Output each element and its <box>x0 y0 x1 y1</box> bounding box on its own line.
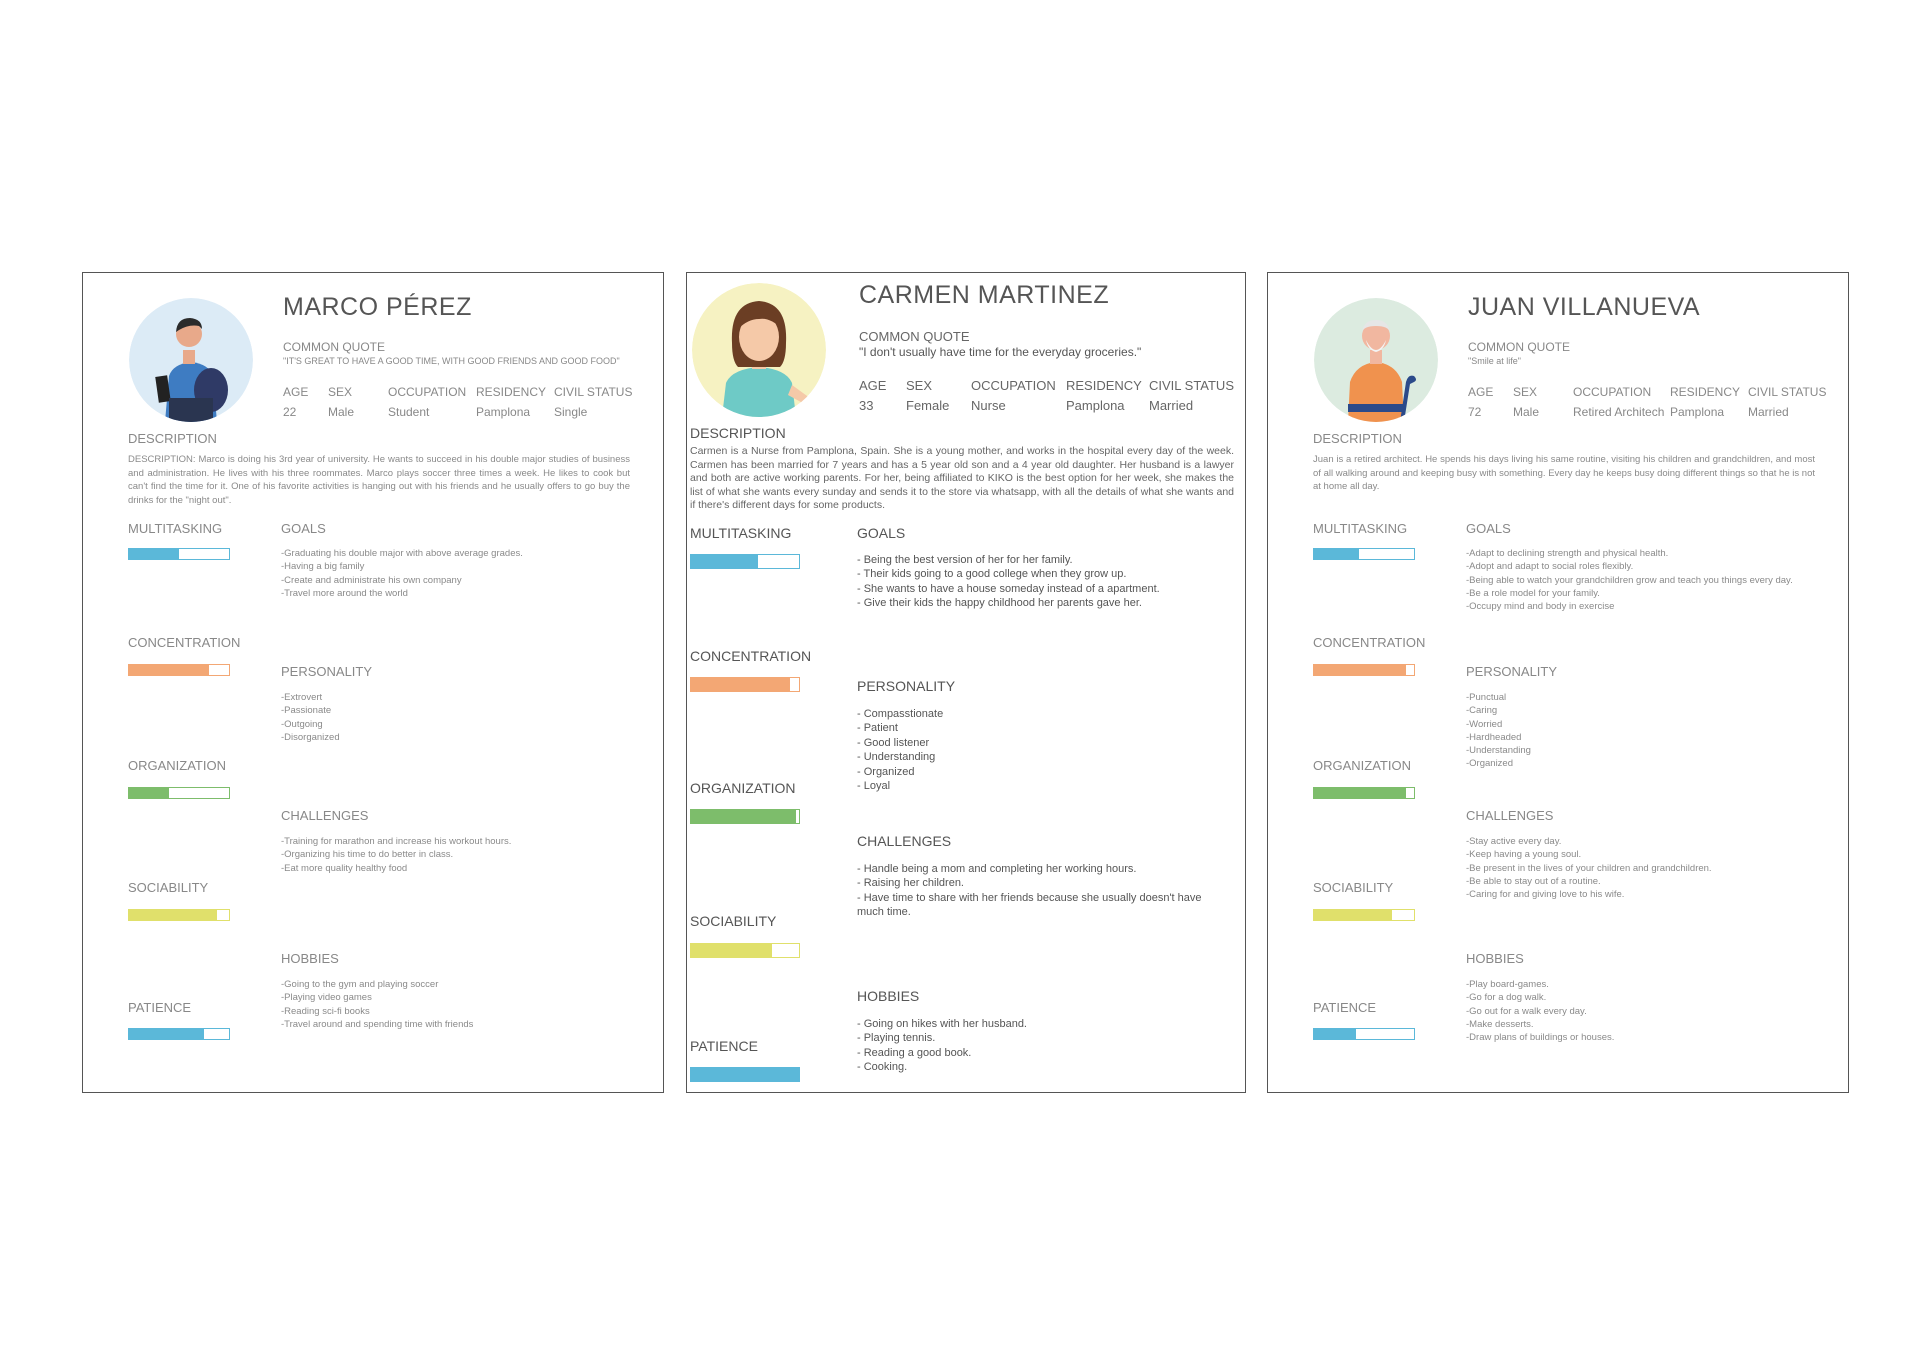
woman-nurse-icon <box>692 283 826 417</box>
personality-heading: PERSONALITY <box>281 664 373 679</box>
list-item: - Understanding <box>857 751 936 764</box>
personality-heading: PERSONALITY <box>857 678 956 694</box>
trait-bar-fill <box>129 1029 204 1039</box>
description-heading: DESCRIPTION <box>128 431 217 446</box>
trait-bar-fill <box>1314 910 1392 920</box>
trait-bar-fill <box>129 910 217 920</box>
list-item: - Reading a good book. <box>857 1046 972 1059</box>
description-text: Carmen is a Nurse from Pamplona, Spain. She is a young mother, and works in the hospital every day of the week. Carmen has been married for 7 years and has a 5 year old son and a 4 year old daughter. Her husband is a lawyer and both are active working parents. For her, being affiliated to KIKO is the best option for her week, she makes the list of what she wants every sunday and sends it to the store via whatsapp, with all the details of what she wants and if there's different days for some products. <box>690 445 1234 512</box>
trait-label: CONCENTRATION <box>128 635 241 650</box>
trait-bar-organization <box>128 787 230 799</box>
list-item: -Disorganized <box>281 731 340 743</box>
list-item: -Adopt and adapt to social roles flexibly. <box>1466 561 1634 573</box>
list-item: -Play board-games. <box>1466 979 1549 990</box>
list-item: -Extrovert <box>281 692 323 703</box>
persona-card-juan <box>1267 272 1849 1093</box>
trait-bar-multitasking <box>690 554 800 569</box>
fact-occupation: OCCUPATION Retired Architech <box>1573 385 1665 419</box>
trait-bar-fill <box>129 549 179 559</box>
trait-bar-organization <box>1313 787 1415 799</box>
student-with-backpack-icon <box>129 298 253 422</box>
quote-label: COMMON QUOTE <box>859 329 970 344</box>
list-item: - Their kids going to a good college when they grow up. <box>857 568 1127 581</box>
list-item: - Cooking. <box>857 1061 908 1074</box>
list-item: -Organizing his time to do better in class. <box>281 849 454 861</box>
list-item: - Handle being a mom and completing her working hours. <box>857 863 1137 875</box>
goals-heading: GOALS <box>281 521 326 536</box>
trait-label: SOCIABILITY <box>690 913 777 929</box>
description-text: DESCRIPTION: Marco is doing his 3rd year of university. He wants to succeed in his double major studies of business and administration. He lives with his three roommates. Marco plays soccer three times a week. He likes to cook but can't find the time for it. One of his favorite activities is hanging out with his friends and he usually offers to go buy the drinks for the "night out". <box>128 454 630 506</box>
list-item: - She wants to have a house someday instead of a apartment. <box>857 582 1160 595</box>
list-item: - Patient <box>857 722 898 735</box>
trait-bar-patience <box>1313 1028 1415 1040</box>
list-item: - Organized <box>857 765 915 778</box>
trait-label: ORGANIZATION <box>128 758 226 773</box>
trait-bar-fill <box>691 678 790 691</box>
trait-bar-multitasking <box>128 548 230 560</box>
description-heading: DESCRIPTION <box>1313 431 1402 446</box>
list-item: -Occupy mind and body in exercise <box>1466 601 1615 613</box>
list-item: - Playing tennis. <box>857 1032 936 1045</box>
list-item: - Raising her children. <box>857 877 964 890</box>
list-item: -Hardheaded <box>1466 731 1522 743</box>
personality-list <box>1466 691 1531 771</box>
hobbies-heading: HOBBIES <box>281 951 339 966</box>
list-item: -Create and administrate his own company <box>281 574 462 586</box>
goals-list <box>857 553 1160 611</box>
trait-bar-fill <box>1314 549 1359 559</box>
list-item: -Travel around and spending time with friends <box>281 1018 474 1030</box>
common-quote: "I don't usually have time for the everyday groceries." <box>859 345 1142 359</box>
list-item: -Organized <box>1466 758 1513 770</box>
persona-facts <box>283 385 634 419</box>
list-item: -Playing video games <box>281 992 372 1004</box>
list-item: - Have time to share with her friends because she usually doesn't have much time. <box>857 891 1202 919</box>
trait-label: MULTITASKING <box>128 521 223 536</box>
trait-bar-concentration <box>690 677 800 692</box>
list-item: -Outgoing <box>281 718 323 730</box>
fact-occupation: OCCUPATION Nurse <box>971 378 1056 413</box>
persona-facts <box>1468 385 1828 419</box>
fact-age: AGE 22 <box>283 385 309 419</box>
goals-heading: GOALS <box>1466 521 1511 536</box>
list-item: -Keep having a young soul. <box>1466 849 1582 861</box>
trait-bar-fill <box>1314 665 1406 675</box>
list-item: -Reading sci-fi books <box>281 1005 370 1017</box>
list-item: -Go for a dog walk. <box>1466 992 1547 1004</box>
persona-facts <box>859 378 1239 413</box>
fact-civil-status: CIVIL STATUS Single <box>554 385 633 419</box>
list-item: -Training for marathon and increase his workout hours. <box>281 836 512 847</box>
list-item: -Make desserts. <box>1466 1018 1534 1030</box>
trait-label: ORGANIZATION <box>690 780 796 796</box>
fact-residency: RESIDENCY Pamplona <box>1670 385 1741 419</box>
trait-bar-concentration <box>1313 664 1415 676</box>
persona-card-carmen <box>686 272 1246 1093</box>
common-quote: "IT'S GREAT TO HAVE A GOOD TIME, WITH GOOD FRIENDS AND GOOD FOOD" <box>283 356 620 366</box>
goals-list <box>281 547 523 600</box>
list-item: -Graduating his double major with above average grades. <box>281 548 523 559</box>
trait-bar-fill <box>129 788 169 798</box>
list-item: -Be able to stay out of a routine. <box>1466 875 1601 887</box>
trait-bar-fill <box>129 665 209 675</box>
fact-sex: SEX Male <box>328 385 355 419</box>
trait-bar-sociability <box>1313 909 1415 921</box>
fact-sex: SEX Female <box>906 378 950 413</box>
list-item: - Give their kids the happy childhood her parents gave her. <box>857 597 1142 610</box>
persona-card-marco <box>82 272 664 1093</box>
challenges-list <box>857 862 1227 920</box>
list-item: -Punctual <box>1466 692 1507 703</box>
trait-bar-fill <box>691 810 796 823</box>
trait-label: SOCIABILITY <box>1313 880 1394 895</box>
trait-bar-fill <box>691 944 772 957</box>
trait-label: PATIENCE <box>128 1000 192 1015</box>
challenges-list <box>281 835 511 875</box>
list-item: -Adapt to declining strength and physical health. <box>1466 548 1669 559</box>
fact-age: AGE 33 <box>859 378 887 413</box>
description-text: Juan is a retired architect. He spends his days living his same routine, visiting his children and grandchildren, and most of all walking around and keeping busy with something. Every day he keeps busy doing different things so that he is not at home all day. <box>1313 454 1815 492</box>
trait-bar-fill <box>1314 788 1406 798</box>
fact-civil-status: CIVIL STATUS Married <box>1748 385 1827 419</box>
list-item: -Having a big family <box>281 561 365 573</box>
trait-bar-sociability <box>690 943 800 958</box>
common-quote: "Smile at life" <box>1468 356 1521 366</box>
goals-heading: GOALS <box>857 525 906 541</box>
fact-occupation: OCCUPATION Student <box>388 385 467 419</box>
list-item: -Passionate <box>281 705 332 717</box>
trait-label: MULTITASKING <box>1313 521 1408 536</box>
list-item: -Being able to watch your grandchildren grow and teach you things every day. <box>1466 574 1793 586</box>
trait-label: PATIENCE <box>690 1038 758 1054</box>
fact-civil-status: CIVIL STATUS Married <box>1149 378 1234 413</box>
list-item: - Good listener <box>857 736 930 749</box>
hobbies-list <box>857 1017 1027 1075</box>
trait-bar-patience <box>690 1067 800 1082</box>
list-item: -Travel more around the world <box>281 587 408 599</box>
trait-label: PATIENCE <box>1313 1000 1377 1015</box>
list-item: -Going to the gym and playing soccer <box>281 979 439 990</box>
trait-label: SOCIABILITY <box>128 880 209 895</box>
trait-label: CONCENTRATION <box>690 648 812 664</box>
hobbies-list <box>1466 978 1614 1044</box>
goals-list <box>1466 547 1793 613</box>
trait-label: MULTITASKING <box>690 525 792 541</box>
challenges-list <box>1466 835 1712 901</box>
fact-age: AGE 72 <box>1468 385 1494 419</box>
trait-bar-organization <box>690 809 800 824</box>
personality-list <box>281 691 340 744</box>
list-item: - Loyal <box>857 780 891 793</box>
list-item: -Be present in the lives of your children and grandchildren. <box>1466 862 1712 874</box>
list-item: -Draw plans of buildings or houses. <box>1466 1032 1615 1044</box>
trait-bar-patience <box>128 1028 230 1040</box>
quote-label: COMMON QUOTE <box>283 340 385 354</box>
hobbies-heading: HOBBIES <box>1466 951 1524 966</box>
fact-residency: RESIDENCY Pamplona <box>476 385 547 419</box>
personality-list <box>857 707 943 793</box>
persona-name: MARCO PÉREZ <box>283 293 472 321</box>
hobbies-list <box>281 978 473 1031</box>
trait-bar-multitasking <box>1313 548 1415 560</box>
challenges-heading: CHALLENGES <box>281 808 369 823</box>
persona-name: CARMEN MARTINEZ <box>859 281 1110 309</box>
trait-bar-fill <box>691 555 758 568</box>
trait-bar-fill <box>691 1068 799 1081</box>
quote-label: COMMON QUOTE <box>1468 340 1570 354</box>
trait-label: ORGANIZATION <box>1313 758 1411 773</box>
list-item: -Stay active every day. <box>1466 836 1562 847</box>
persona-name: JUAN VILLANUEVA <box>1468 293 1701 321</box>
description-heading: DESCRIPTION <box>690 425 786 441</box>
challenges-heading: CHALLENGES <box>1466 808 1554 823</box>
trait-label: CONCENTRATION <box>1313 635 1426 650</box>
challenges-heading: CHALLENGES <box>857 833 952 849</box>
trait-bar-concentration <box>128 664 230 676</box>
list-item: - Compasstionate <box>857 708 944 720</box>
list-item: -Eat more quality healthy food <box>281 862 408 874</box>
list-item: -Worried <box>1466 718 1503 730</box>
fact-sex: SEX Male <box>1513 385 1540 419</box>
list-item: -Caring for and giving love to his wife. <box>1466 889 1625 901</box>
list-item: - Being the best version of her for her family. <box>857 554 1073 566</box>
list-item: - Going on hikes with her husband. <box>857 1018 1027 1030</box>
fact-residency: RESIDENCY Pamplona <box>1066 378 1142 413</box>
list-item: -Caring <box>1466 705 1498 717</box>
hobbies-heading: HOBBIES <box>857 988 920 1004</box>
list-item: -Understanding <box>1466 745 1531 757</box>
trait-bar-fill <box>1314 1029 1356 1039</box>
list-item: -Go out for a walk every day. <box>1466 1005 1587 1017</box>
personality-heading: PERSONALITY <box>1466 664 1558 679</box>
list-item: -Be a role model for your family. <box>1466 587 1600 599</box>
elderly-man-with-cane-icon <box>1314 298 1438 422</box>
trait-bar-sociability <box>128 909 230 921</box>
